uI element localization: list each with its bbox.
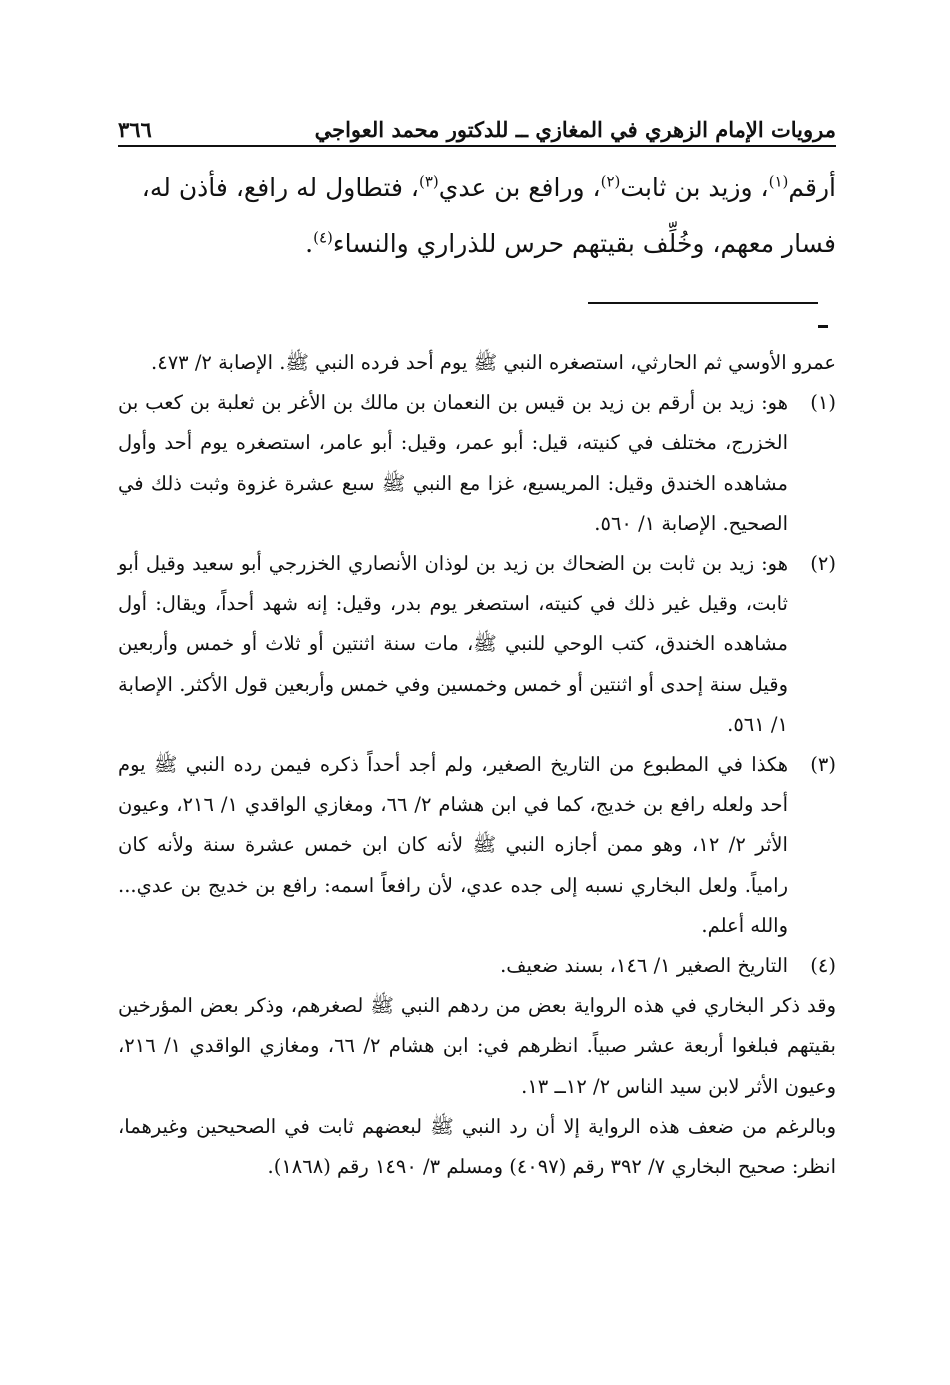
main-text [118,160,836,272]
footnote-number: (٤) [810,954,836,978]
footnote-text: هو: زيد بن أرقم بن زيد بن قيس بن النعمان بن مالك بن الأغر بن ثعلبة بن كعب بن الخزرج، مختلف في كنيته، قيل: أبو عمر، وقيل: أبو عامر، استصغره يوم أحد وأول مشاهده الخندق وقيل: المريسيع، غزا مع النبي ﷺ سبع عشرة غزوة وثبت ذلك في الصحيح. الإصابة ١/ ٥٦٠. [118,391,788,535]
footnote-1 [118,383,836,544]
main-text-segment: ، ورافع بن عدي [438,173,601,202]
footnote-paragraph: وبالرغم من ضعف هذه الرواية إلا أن رد النبي ﷺ لبعضهم ثابت في الصحيحين وغيرهما، انظر: صحيح البخاري ٧/ ٣٩٢ رقم (٤٠٩٧) ومسلم ٣/ ١٤٩٠ رقم (١٨٦٨). [118,1114,836,1179]
main-line-1 [118,160,836,216]
main-text-segment: أرقم [788,173,836,202]
footnote-ref-1: (١) [768,172,789,191]
footnote-ref-2: (٢) [600,172,621,191]
footnote-4 [118,946,836,986]
page-number: ٣٦٦ [118,117,152,142]
footnote-text: التاريخ الصغير ١/ ١٤٦، بسند ضعيف. [500,954,788,978]
footnote-3 [118,745,836,946]
footnote-paragraph: وقد ذكر البخاري في هذه الرواية بعض من ردهم النبي ﷺ لصغرهم، وذكر بعض المؤرخين بقيتهم فبلغوا أربعة عشر صبياً. انظرهم في: ابن هشام ٢/ ٦٦، ومغازي الواقدي ١/ ٢١٦، وعيون الأثر لابن سيد الناس ٢/ ١٢ــ ١٣. [118,994,836,1098]
footnotes [118,343,836,1187]
footnote-text: هو: زيد بن ثابت بن الضحاك بن زيد بن لوذان الأنصاري الخزرجي أبو سعيد وقيل أبو ثابت، وقيل غير ذلك في كنيته، استصغر يوم بدر، وقيل: إنه شهد أحداً، ويقال: أول مشاهده الخندق، كتب الوحي للنبي ﷺ، مات سنة اثنتين أو ثلاث أو خمس وأربعين وقيل سنة إحدى أو اثنتين أو خمس وخمسين وفي خمس وأربعين قول الأكثر. الإصابة ١/ ٥٦١. [118,552,788,736]
footnote-continuation: عمرو الأوسي ثم الحارثي، استصغره النبي ﷺ يوم أحد فرده النبي ﷺ. الإصابة ٢/ ٤٧٣. [151,351,836,374]
footnote-text: هكذا في المطبوع من التاريخ الصغير، ولم أجد أحداً ذكره فيمن رده النبي ﷺ يوم أحد ولعله رافع بن خديج، كما في ابن هشام ٢/ ٦٦، ومغازي الواقدي ١/ ٢١٦، وعيون الأثر ٢/ ١٢، وهو ممن أجازه النبي ﷺ لأنه كان ابن خمس عشرة سنة ولأنه كان رامياً. ولعل البخاري نسبه إلى جده عدي، لأن رافعاً اسمه: رافع بن خديج بن عدي... والله أعلم. [118,753,788,937]
footnote-ref-3: (٣) [418,172,439,191]
footnote-ref-4: (٤) [313,228,333,247]
main-text-segment: . [305,229,314,258]
footnote-number: (٣) [810,753,836,777]
footnote-number: (٢) [810,552,836,576]
header-rule [118,145,836,147]
running-title: مرويات الإمام الزهري في المغازي ــ للدكتور محمد العواجي [314,117,836,142]
page-header [118,112,836,142]
main-text-segment: ، وزيد بن ثابت [620,173,769,202]
main-line-2 [118,216,836,272]
main-text-segment: ، فتطاول له رافع، فأذن له، [141,173,419,202]
footnote-separator [588,302,818,304]
footnote-2 [118,544,836,745]
footnote-continuation-mark [818,325,828,328]
main-text-segment: فسار معهم، وخُلِّف بقيتهم حرس للذراري والنساء [332,229,836,258]
footnote-number: (١) [810,391,836,415]
